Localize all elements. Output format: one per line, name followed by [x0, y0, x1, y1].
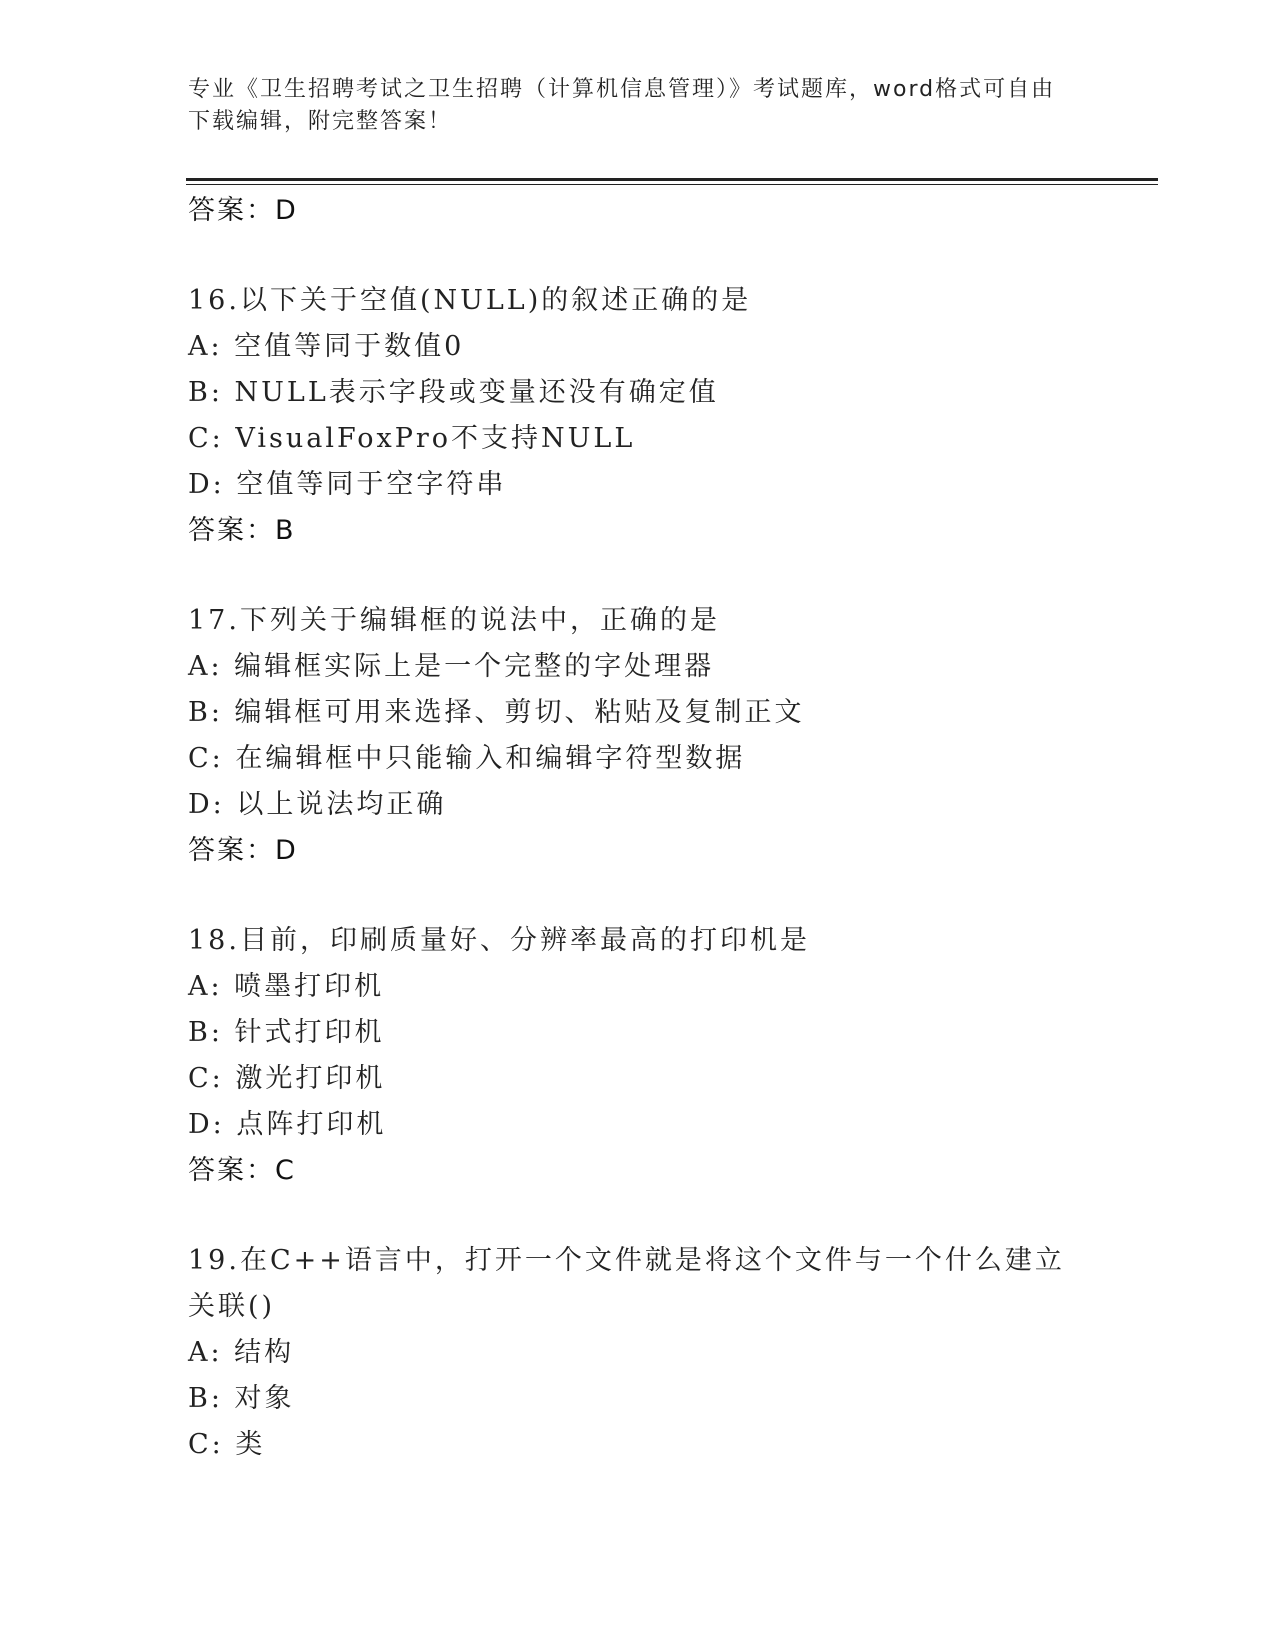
header-rule-thin [186, 184, 1158, 185]
question-block-18 [188, 918, 1188, 1194]
option-19-c: C: 类 [188, 1429, 266, 1460]
option-17-d: D: 以上说法均正确 [188, 789, 447, 820]
question-block-16 [188, 278, 1188, 554]
question-list [188, 188, 1188, 1468]
document-header: 专业《卫生招聘考试之卫生招聘（计算机信息管理）》考试题库，word格式可自由下载编辑，附完整答案！ [188, 77, 1056, 134]
option-19-b: B: 对象 [188, 1383, 295, 1414]
option-17-b: B: 编辑框可用来选择、剪切、粘贴及复制正文 [188, 697, 805, 728]
option-18-a: A: 喷墨打印机 [188, 971, 385, 1002]
answer-17: 答案：D [188, 835, 298, 866]
option-18-d: D: 点阵打印机 [188, 1109, 387, 1140]
option-16-c: C: VisualFoxPro不支持NULL [188, 423, 636, 454]
spacer [188, 1194, 1188, 1238]
answer-15: 答案：D [188, 195, 298, 226]
option-17-a: A: 编辑框实际上是一个完整的字处理器 [188, 651, 715, 682]
question-17: 17.下列关于编辑框的说法中，正确的是 [188, 605, 720, 636]
question-16: 16.以下关于空值(NULL)的叙述正确的是 [188, 285, 752, 316]
option-16-a: A: 空值等同于数值0 [188, 331, 465, 362]
option-16-b: B: NULL表示字段或变量还没有确定值 [188, 377, 719, 408]
option-19-a: A: 结构 [188, 1337, 295, 1368]
question-18: 18.目前，印刷质量好、分辨率最高的打印机是 [188, 925, 810, 956]
spacer [188, 554, 1188, 598]
answer-16: 答案：B [188, 515, 296, 546]
spacer [188, 874, 1188, 918]
question-19: 19.在C++语言中，打开一个文件就是将这个文件与一个什么建立关联() [188, 1245, 1065, 1322]
answer-18: 答案：C [188, 1155, 296, 1186]
header-rule-thick [186, 178, 1158, 181]
option-18-c: C: 激光打印机 [188, 1063, 386, 1094]
option-17-c: C: 在编辑框中只能输入和编辑字符型数据 [188, 743, 746, 774]
spacer [188, 234, 1188, 278]
question-block-19 [188, 1238, 1188, 1468]
option-16-d: D: 空值等同于空字符串 [188, 469, 507, 500]
question-block-17 [188, 598, 1188, 874]
option-18-b: B: 针式打印机 [188, 1017, 385, 1048]
